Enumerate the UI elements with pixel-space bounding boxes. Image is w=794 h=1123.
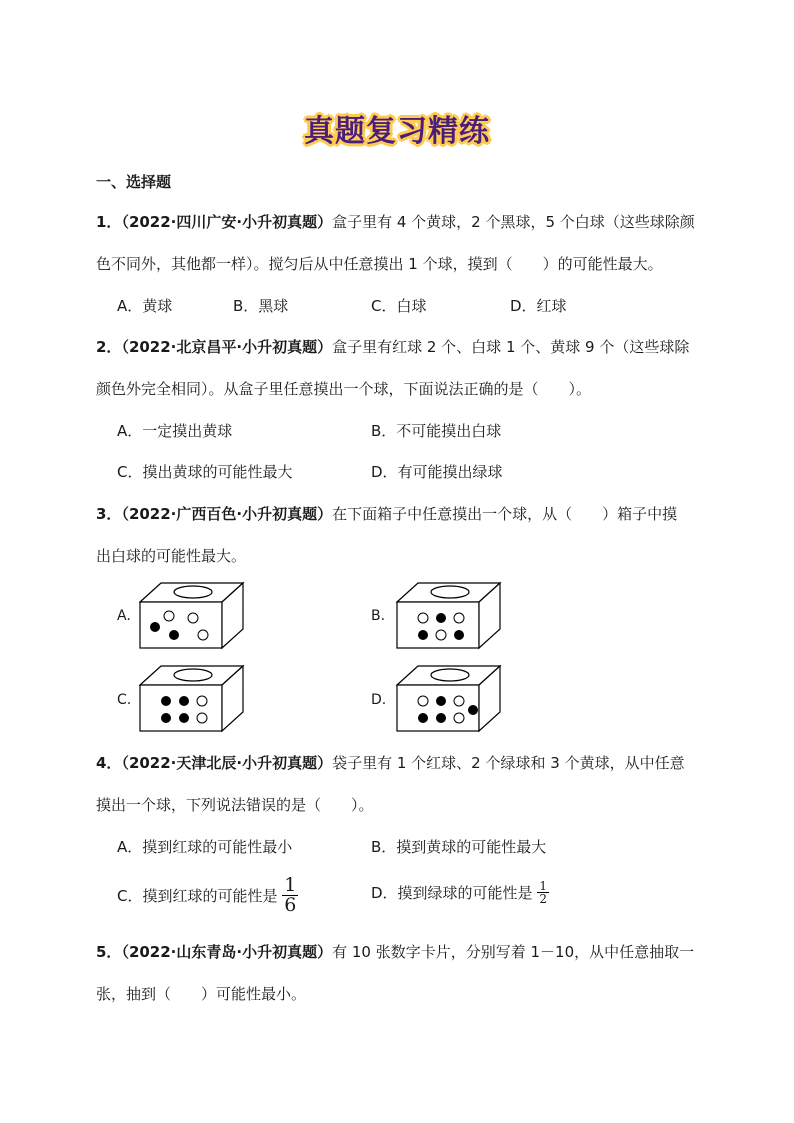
- q2-option-a[interactable]: A．一定摸出黄球: [117, 422, 233, 440]
- q1-option-a[interactable]: A．黄球: [117, 297, 173, 315]
- q4-option-a[interactable]: A．摸到红球的可能性最小: [117, 838, 293, 856]
- q4-option-b[interactable]: B．摸到黄球的可能性最大: [371, 838, 547, 856]
- page-title: 真题复习精练: [304, 114, 490, 149]
- fraction-one-sixth: $\frac{1}{6}$: [284, 874, 297, 916]
- q3-option-a[interactable]: A.: [117, 608, 131, 624]
- q4-option-d[interactable]: D．摸到绿球的可能性是 $\frac{1}{2}$: [371, 879, 547, 906]
- q4-option-c[interactable]: C．摸到红球的可能性是 $\frac{1}{6}$: [117, 874, 297, 916]
- title-banner: [0, 104, 794, 152]
- q3-option-d[interactable]: D.: [371, 692, 387, 708]
- q3-line2: 出白球的可能性最大。: [96, 547, 247, 565]
- q5-line2: 张，抽到（ ）可能性最小。: [96, 985, 307, 1003]
- q1-line2: 色不同外，其他都一样）。搅匀后从中任意摸出 1 个球，摸到（ ）的可能性最大。: [96, 255, 663, 273]
- q4-line1: 4．（2022·天津北辰·小升初真题）袋子里有 1 个红球、2 个绿球和 3 个黄球，从中任意: [96, 754, 685, 772]
- fraction-one-half: $\frac{1}{2}$: [539, 879, 547, 906]
- q2-line1: 2．（2022·北京昌平·小升初真题）盒子里有红球 2 个、白球 1 个、黄球 9 个（这些球除: [96, 338, 690, 356]
- box-c-figure[interactable]: [139, 663, 245, 733]
- q4-line2: 摸出一个球，下列说法错误的是（ ）。: [96, 796, 374, 814]
- q3-line1: 3．（2022·广西百色·小升初真题）在下面箱子中任意摸出一个球，从（ ）箱子中摸: [96, 505, 678, 523]
- box-a-figure[interactable]: [139, 580, 245, 650]
- q1-line1: 1．（2022·四川广安·小升初真题）盒子里有 4 个黄球，2 个黑球，5 个白球（这些球除颜: [96, 213, 695, 231]
- q2-option-d[interactable]: D．有可能摸出绿球: [371, 463, 503, 481]
- q1-option-d[interactable]: D．红球: [510, 297, 567, 315]
- q3-option-b[interactable]: B.: [371, 608, 386, 624]
- box-b-figure[interactable]: [396, 580, 502, 650]
- q3-option-c[interactable]: C.: [117, 692, 132, 708]
- q2-option-b[interactable]: B．不可能摸出白球: [371, 422, 502, 440]
- q5-line1: 5．（2022·山东青岛·小升初真题）有 10 张数字卡片，分别写着 1－10，从中任意抽取一: [96, 943, 695, 961]
- box-d-figure[interactable]: [396, 663, 502, 733]
- q2-line2: 颜色外完全相同）。从盒子里任意摸出一个球，下面说法正确的是（ ）。: [96, 380, 592, 398]
- section-heading: 一、选择题: [96, 173, 172, 191]
- q1-option-c[interactable]: C．白球: [371, 297, 427, 315]
- q2-option-c[interactable]: C．摸出黄球的可能性最大: [117, 463, 293, 481]
- q1-option-b[interactable]: B．黑球: [233, 297, 289, 315]
